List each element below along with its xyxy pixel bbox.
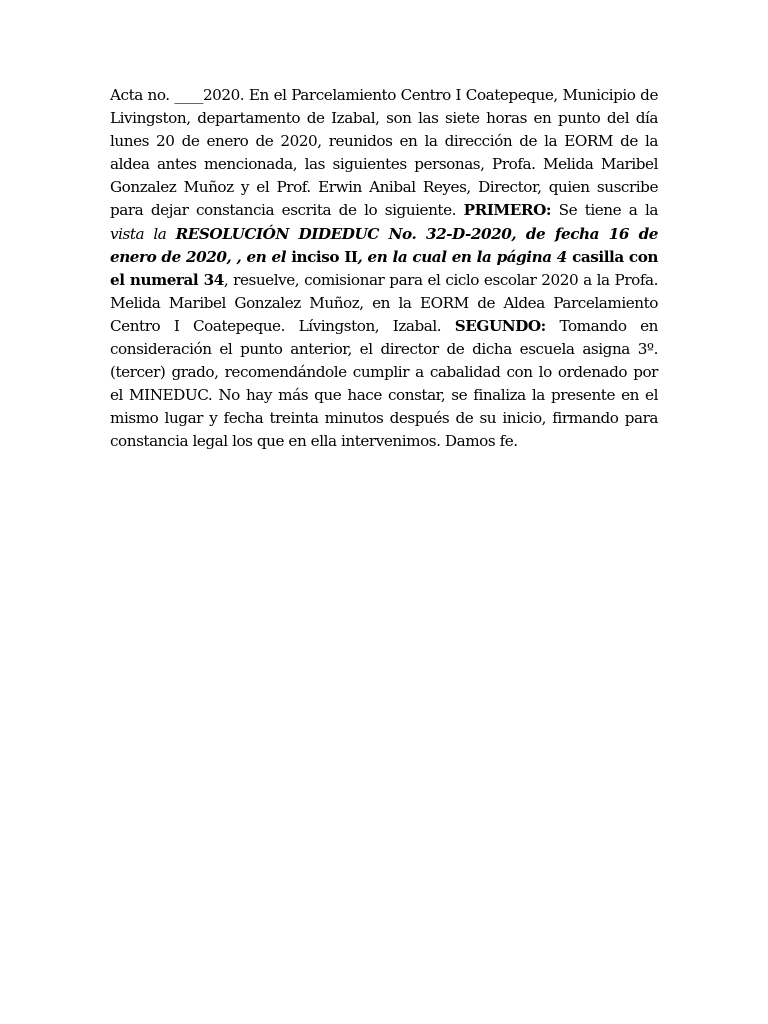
- resolution-reference: RESOLUCIÓN DIDEDUC No. 32-D-2020, de fecha 16 de enero de 2020, , en el: [110, 224, 658, 266]
- inciso-reference: inciso II: [286, 247, 358, 266]
- primero-heading: PRIMERO:: [463, 201, 552, 220]
- segundo-body-text: Tomando en consideración el punto anterior, el director de dicha escuela asigna 3º. (tercer) grado, recomendándole cumplir a cabalidad con lo ordenado por el MINEDUC. No hay más que hace constar, se finaliza la presente en el mismo lugar y fecha treinta minutos después de su inicio, firmando para constancia legal los que en ella intervenimos. Damos fe.: [110, 316, 658, 451]
- vista-text: vista la: [110, 224, 176, 243]
- acta-paragraph: [110, 84, 658, 454]
- numeral-reference: casilla con el numeral 34: [110, 247, 658, 289]
- primero-lead-text: Se tiene a la: [551, 201, 659, 220]
- segundo-heading: SEGUNDO:: [454, 316, 546, 335]
- acta-intro-text: Acta no. ____2020. En el Parcelamiento Centro I Coatepeque, Municipio de Livingston, departamento de Izabal, son las siete horas en punto del día lunes 20 de enero de 2020, reunidos en la dirección de la EORM de la aldea antes mencionada, las siguientes personas, Profa. Melida Maribel Gonzalez Muñoz y el Prof. Erwin Anibal Reyes, Director, quien suscribe para dejar constancia escrita de lo siguiente.: [110, 86, 658, 220]
- page-reference: , en la cual en la página 4: [357, 247, 567, 266]
- primero-body-text: , resuelve, comisionar para el ciclo escolar 2020 a la Profa. Melida Maribel Gonzalez Muñoz, en la EORM de Aldea Parcelamiento Centro I Coatepeque. Lívingston, Izabal.: [110, 270, 658, 335]
